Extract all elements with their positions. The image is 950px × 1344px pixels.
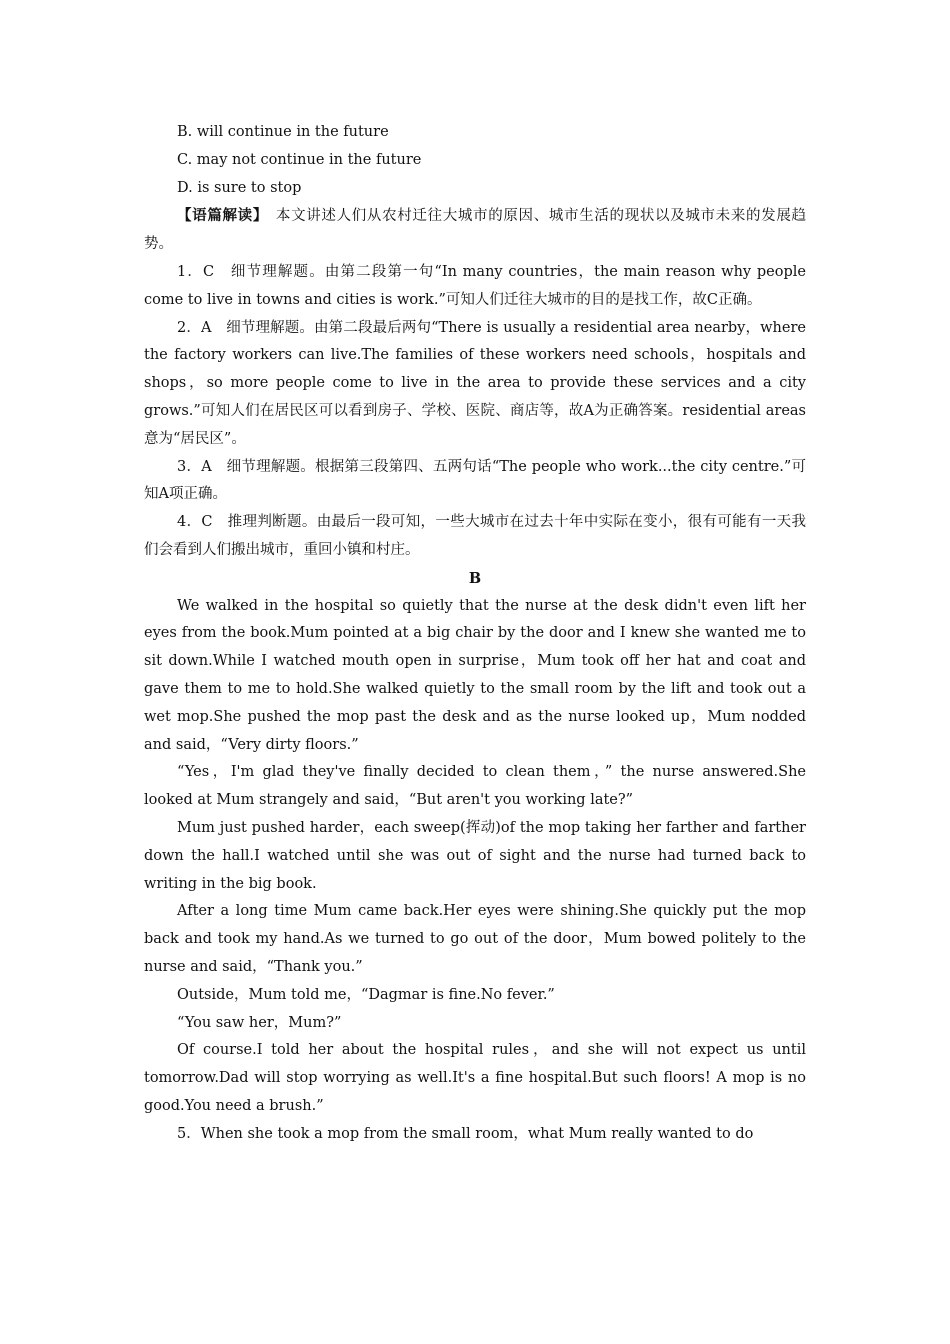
question-5: 5．When she took a mop from the small room，what Mum really wanted to do: [177, 1125, 754, 1142]
option-b: B. will continue in the future: [177, 124, 389, 140]
answer-2: 2．A 细节理解题。由第二段最后两句“There is usually a residential area nearby，where the factory workers can live.The families of these workers need schools，hospitals and shops，so more people come to live in the area to provide these services and a city grows.”可知人们在居民区可以看到房子、学校、医院、商店等，故A为正确答案。residential areas意为“居民区”。: [144, 319, 806, 447]
answer-1: 1．C 细节理解题。由第二段第一句“In many countries，the main reason why people come to live in towns and cities is work.”可知人们迁往大城市的目的是找工作，故C正确。: [144, 263, 806, 308]
passage-paragraph: “Yes，I'm glad they've finally decided to clean them，” the nurse answered.She looked at Mum strangely and said，“But aren't you working late?”: [144, 764, 806, 809]
analysis-text: 本文讲述人们从农村迁往大城市的原因、城市生活的现状以及城市未来的发展趋势。: [144, 208, 807, 253]
passage-paragraph: “You saw her，Mum?”: [177, 1014, 342, 1031]
passage-analysis: [144, 202, 806, 259]
passage-paragraph: We walked in the hospital so quietly that the nurse at the desk didn't even lift her eyes from the book.Mum pointed at a big chair by the door and I knew she wanted me to sit down.While I watched mouth open in surprise，Mum took off her hat and coat and gave them to me to hold.She walked quietly to the small room by the lift and took out a wet mop.She pushed the mop past the desk and as the nurse looked up，Mum nodded and said，“Very dirty floors.”: [144, 597, 806, 753]
analysis-tag: 【语篇解读】: [177, 207, 261, 225]
document-body: [144, 119, 806, 1148]
passage-paragraph: Of course.I told her about the hospital rules，and she will not expect us until tomorrow.Dad will stop worrying as well.It's a fine hospital.But such floors! A mop is no good.You need a brush.”: [144, 1042, 806, 1114]
passage-paragraph: Mum just pushed harder，each sweep(挥动)of the mop taking her farther and farther down the hall.I watched until she was out of sight and the nurse had turned back to writing in the big book.: [144, 819, 806, 892]
answer-4: 4．C 推理判断题。由最后一段可知，一些大城市在过去十年中实际在变小，很有可能有一天我们会看到人们搬出城市，重回小镇和村庄。: [144, 514, 806, 558]
passage-paragraph: Outside，Mum told me，“Dagmar is fine.No fever.”: [177, 986, 555, 1003]
section-label: B: [468, 569, 482, 587]
passage-paragraph: After a long time Mum came back.Her eyes were shining.She quickly put the mop back and took my hand.As we turned to go out of the door，Mum bowed politely to the nurse and said，“Thank you.”: [144, 903, 806, 975]
option-c: C. may not continue in the future: [177, 151, 422, 168]
option-d: D. is sure to stop: [177, 179, 302, 196]
answer-3: 3．A 细节理解题。根据第三段第四、五两句话“The people who work...the city centre.”可知A项正确。: [144, 458, 806, 503]
